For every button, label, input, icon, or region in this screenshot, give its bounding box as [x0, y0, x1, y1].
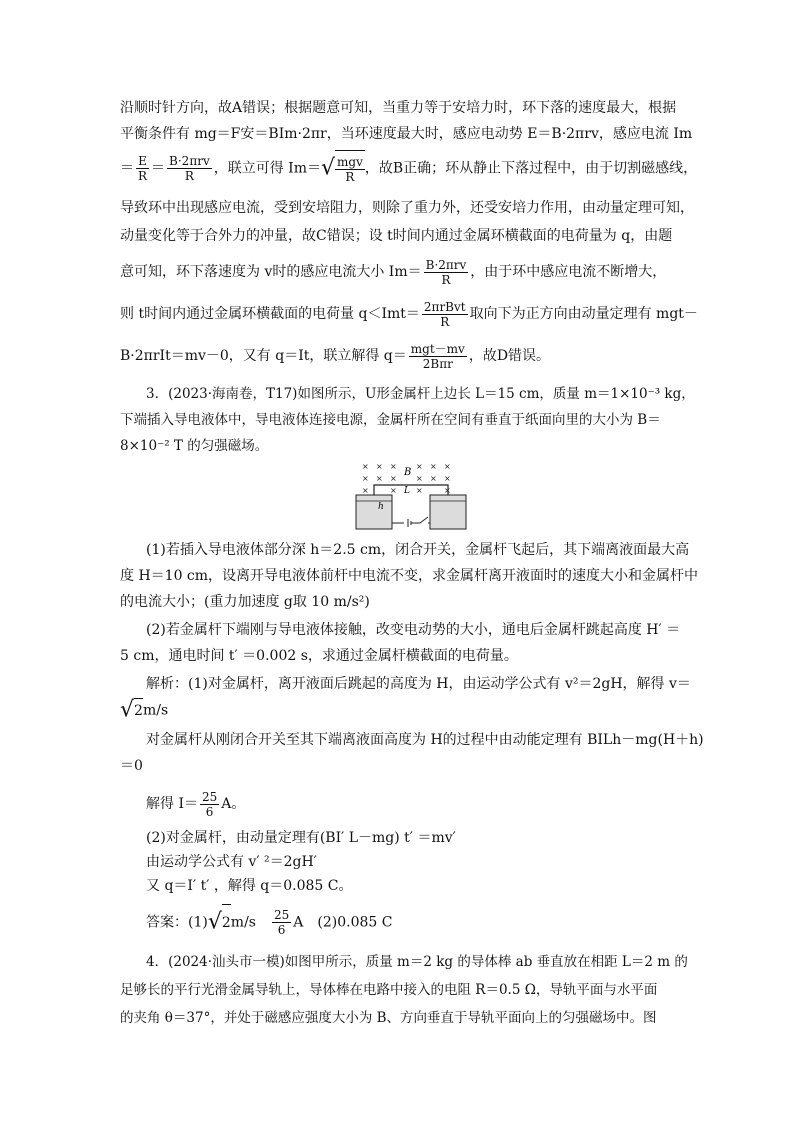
fraction: [422, 300, 468, 329]
text: ，联立可得 Im＝: [213, 160, 321, 177]
answer-line: [146, 904, 706, 940]
numerator: mgt－mv: [410, 341, 465, 356]
cross-mark: ×: [376, 474, 383, 483]
text: A (2)0.085 C: [293, 914, 393, 931]
fraction: [136, 154, 149, 183]
fraction: [167, 154, 212, 183]
part-2-line: 5 cm，通电时间 t′ ＝0.002 s，求通过金属杆横截面的电荷量。: [120, 648, 518, 664]
question-3-line: 8×10⁻² T 的匀强磁场。: [120, 438, 269, 454]
text: 解得 I＝: [146, 796, 198, 812]
left-liquid-container: [356, 495, 392, 529]
text-line: 平衡条件有 mg＝F安＝BIm·2πr，当环速度最大时，感应电动势 E＝B·2πrv，感应电流 Im: [120, 126, 693, 142]
numerator: mgv: [337, 154, 363, 169]
square-root: √2: [208, 904, 231, 941]
label-l: L: [404, 486, 410, 496]
numerator: 2πrBvt: [423, 299, 466, 314]
denominator: R: [441, 272, 451, 287]
text: 则 t时间内通过金属环横截面的电荷量 q＜Imt＝: [120, 306, 420, 322]
text-line: 导致环中出现感应电流，受到安培阻力，则除了重力外，还受安培力作用，由动量定理可知，: [120, 200, 694, 216]
square-root: √2: [120, 697, 143, 723]
text: ，故D错误。: [468, 348, 551, 364]
fraction: [409, 342, 467, 371]
cross-mark: ×: [430, 462, 437, 471]
cross-mark: ×: [416, 474, 423, 483]
solution-line: (2)对金属杆，由动量定理有(BI′ L－mg) t′ ＝mv′: [146, 830, 456, 846]
denominator: 6: [205, 804, 214, 819]
right-liquid-container: [430, 495, 466, 529]
denominator: R: [345, 169, 355, 184]
circuit-battery-switch: [392, 517, 430, 527]
solution-line: [146, 786, 706, 822]
cross-mark: ×: [416, 462, 423, 471]
cross-mark: ×: [444, 462, 451, 471]
text-line: 动量变化等于合外力的冲量，故C错误；设 t时间内通过金属环横截面的电荷量为 q，由题: [120, 228, 673, 244]
text: B·2πrIt＝mv－0，又有 q＝It，联立解得 q＝: [120, 348, 407, 364]
cross-mark: ×: [390, 474, 397, 483]
text-line-fractions: [120, 338, 680, 374]
text: 答案：(1): [146, 914, 208, 931]
cross-mark: ×: [362, 474, 369, 483]
solution-line: ＝0: [120, 758, 143, 774]
text: 意可知，环下落速度为 v时的感应电流大小 Im＝: [120, 264, 422, 280]
cross-mark: ×: [362, 462, 369, 471]
denominator: R: [184, 169, 194, 183]
numerator: E: [136, 154, 149, 169]
cross-mark: ×: [390, 462, 397, 471]
cross-mark: ×: [444, 474, 451, 483]
text-line-fractions: [120, 150, 698, 186]
solution-line: 又 q＝I′ t′ ，解得 q＝0.085 C。: [146, 878, 353, 894]
cross-mark: ×: [390, 486, 397, 495]
cross-mark: ×: [362, 486, 369, 495]
numerator: B·2πrv: [425, 257, 467, 272]
question-4-line: 的夹角 θ＝37°，并处于磁感应强度大小为 B、方向垂直于导轨平面向上的匀强磁场中。图: [120, 1010, 657, 1026]
label-h: h: [378, 502, 384, 512]
text: m/s: [142, 702, 169, 719]
radicand: 2: [222, 904, 231, 941]
cross-mark: ×: [376, 462, 383, 471]
text: 取向下为正方向由动量定理有 mgt－: [469, 306, 698, 322]
numerator: 25: [201, 789, 218, 804]
text: A。: [221, 796, 246, 812]
text-line: 沿顺时针方向，故A错误；根据题意可知，当重力等于安培力时，环下落的速度最大，根据: [120, 100, 677, 116]
question-3-line: 下端插入导电液体中，导电液体连接电源，金属杆所在空间有垂直于纸面向里的大小为 B＝: [120, 412, 661, 428]
solution-line: 对金属杆从刚闭合开关至其下端离液面高度为 H的过程中由动能定理有 BILh－mg(H＋h): [146, 732, 704, 748]
part-1-line: 度 H＝10 cm，设离开导电液体前杆中电流不变，求金属杆离开液面时的速度大小和金属杆中: [120, 568, 699, 584]
text: ，由于环中感应电流不断增大，: [470, 264, 667, 280]
part-2-line: (2)若金属杆下端刚与导电液体接触，改变电动势的大小，通电后金属杆跳起高度 H′ ＝: [146, 622, 681, 638]
text: ＝: [120, 160, 134, 177]
label-b: B: [404, 467, 412, 478]
fraction: [424, 258, 469, 287]
solution-line: 解析：(1)对金属杆，离开液面后跳起的高度为 H，由运动学公式有 v²＝2gH，解得 v＝: [146, 676, 691, 692]
fraction: [200, 790, 219, 819]
cross-mark: ×: [416, 486, 423, 495]
text-line-fractions: [120, 254, 680, 290]
denominator: R: [138, 169, 148, 183]
square-root: √ $\frac{\text{mgv}}{R}$: [321, 150, 365, 187]
numerator: 25: [273, 908, 290, 922]
numerator: B·2πrv: [169, 154, 210, 168]
denominator: 2Bπr: [422, 356, 453, 371]
question-4-line: 4．(2024·汕头市一模)如图甲所示，质量 m＝2 kg 的导体棒 ab 垂直放在相距 L＝2 m 的: [146, 954, 688, 970]
fraction: [272, 908, 291, 937]
text: m/s: [230, 914, 256, 931]
radicand: 2: [134, 698, 143, 723]
denominator: 6: [277, 923, 286, 937]
text-line-fractions: [120, 296, 698, 332]
u-rod-figure: [352, 459, 470, 531]
question-3-line: 3．(2023·海南卷，T17)如图所示，U形金属杆上边长 L＝15 cm，质量 m＝1×10⁻³ kg，: [146, 386, 695, 402]
cross-mark: ×: [444, 486, 451, 495]
denominator: R: [440, 314, 450, 329]
part-1-line: (1)若插入导电液体部分深 h＝2.5 cm，闭合开关，金属杆飞起后，其下端离液面最大高: [146, 542, 690, 558]
text: ＝: [151, 160, 166, 177]
cross-mark: ×: [430, 474, 437, 483]
solution-line: 由运动学公式有 v′ ²＝2gH′: [146, 854, 317, 870]
text: ，故B正确；环从静止下落过程中，由于切割磁感线，: [364, 160, 698, 177]
part-1-line: 的电流大小；(重力加速度 g取 10 m/s²): [120, 594, 370, 610]
solution-line: [120, 698, 680, 722]
question-4-line: 足够长的平行光滑金属导轨上，导体棒在电路中接入的电阻 R＝0.5 Ω，导轨平面与水平面: [120, 982, 658, 998]
